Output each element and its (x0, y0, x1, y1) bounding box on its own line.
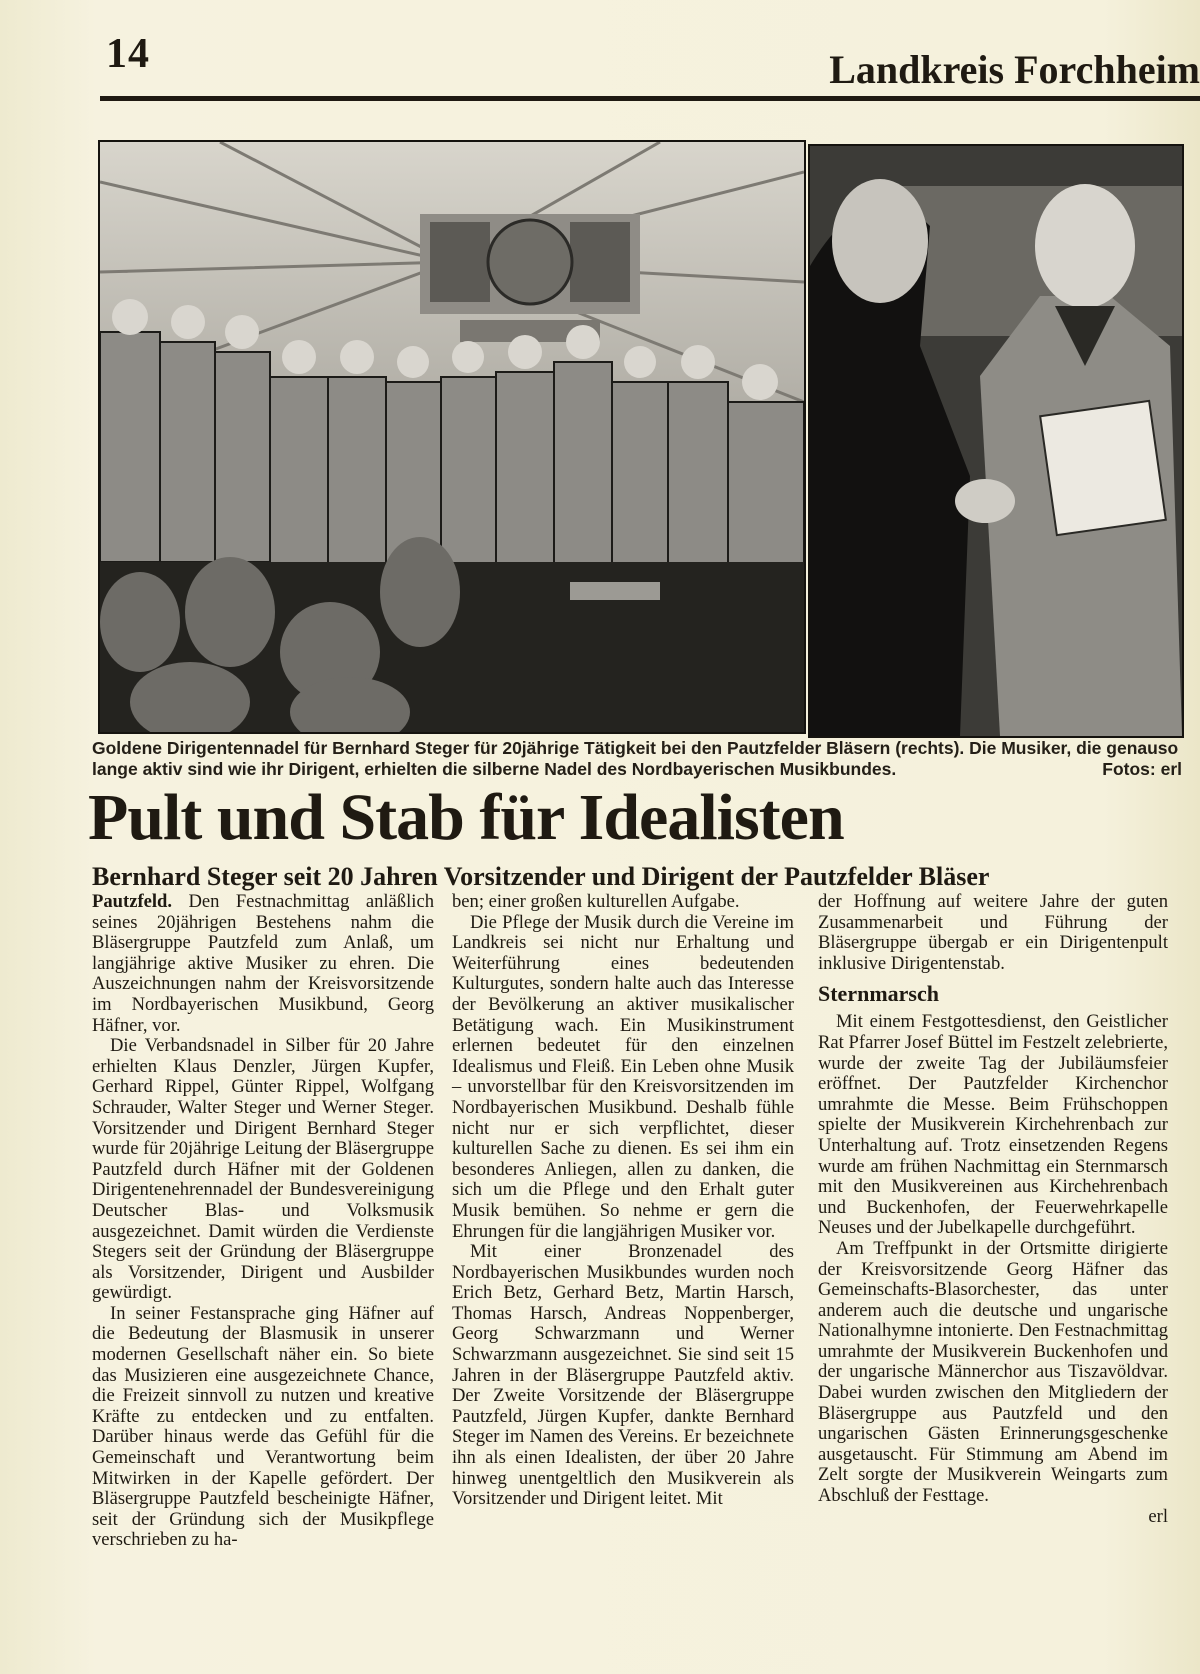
photo-handshake (808, 144, 1184, 738)
dateline: Pautzfeld. (92, 891, 173, 912)
author-initials: erl (1148, 1505, 1168, 1527)
photo-credit: Fotos: erl (1102, 759, 1182, 779)
paragraph: ben; einer großen kulturellen Aufgabe. (452, 891, 740, 912)
paragraph-text: Den Festnachmittag anläßlich seines 20jährigen Bestehens nahm die Bläsergruppe Pautzfeld zum Anlaß, um langjährige aktive Musiker zu ehren. Die Auszeichnungen nahm der Kreisvorsitzende im Nordbayerischen Musikbund, Georg Häfner, vor. (92, 891, 434, 1036)
section-subheading: Sternmarsch (818, 981, 939, 1007)
paragraph: Am Treffpunkt in der Ortsmitte dirigierte der Kreisvorsitzende Georg Häfner das Gemeinschafts-Blasorchester, das unter anderem auch die deutsche und ungarische Nationalhymne intonierte. Den Festnachmittag umrahmte der Musikverein Buckenhofen und der ungarische Männerchor aus Tiszavöldvar. Dabei wurden zwischen den Mitgliedern der Bläsergruppe aus Pautzfeld und den ungarischen Gästen Erinnerungsgeschenke ausgetauscht. Für Stimmung am Abend im Zelt sorgte der Musikverein Weingarts zum Abschluß der Festtage. (818, 1237, 1168, 1507)
page-number: 14 (106, 31, 150, 77)
paragraph: Die Pflege der Musik durch die Vereine im Landkreis sei nicht nur Erhaltung und Weiterführung eines bedeutenden Kulturgutes, sondern halte auch das Interesse der Bevölkerung an aktiver musikalischer Betätigung wach. Ein Musikinstrument erlernen bedeutet für den einzelnen Idealismus und Fleiß. Ein Leben ohne Musik – unvorstellbar für den Kreisvorsitzenden im Nordbayerischen Musikbund. Deshalb fühle nicht nur er sich verpflichtet, dieser kulturellen Sache zu dienen. Es sei ihm ein besonderes Anliegen, allen zu danken, die sich um die Pflege und den Erhalt guter Musik bemühen. So nehme er gern die Ehrungen für die langjährigen Musiker vor. (452, 911, 794, 1242)
subheadline: Bernhard Steger seit 20 Jahren Vorsitzender und Dirigent der Pautzfelder Bläser (92, 862, 990, 891)
section-title: Landkreis Forchheim (829, 47, 1200, 92)
paragraph (92, 892, 434, 1036)
photo-caption (92, 738, 1182, 780)
article-column-2 (452, 892, 794, 1510)
paragraph: Die Verbandsnadel in Silber für 20 Jahre erhielten Klaus Denzler, Jürgen Kupfer, Gerhard Rippel, Günter Rippel, Wolfgang Schrauder, Walter Steger und Werner Steger. Vorsitzender und Dirigent Bernhard Steger wurde für 20jährige Leitung der Bläsergruppe Pautzfeld durch Häfner mit der Goldenen Dirigentenehrennadel der Bundesvereinigung Deutscher Blas- und Volksmusik ausgezeichnet. Damit würden die Verdienste Stegers seit der Gründung der Bläsergruppe als Vorsitzender, Dirigent und Ausbilder gewürdigt. (92, 1035, 434, 1304)
paragraph: In seiner Festansprache ging Häfner auf die Bedeutung der Blasmusik in unserer modernen Gesellschaft näher ein. So biete das Musizieren eine ausgezeichnete Chance, die Freizeit sinnvoll zu nutzen und kreative Kräfte zu entdecken und zu entfalten. Darüber hinaus werde das Gefühl für die Gemeinschaft und Verantwortung beim Mitwirken in der Kapelle gefördert. Der Bläsergruppe Pautzfeld bescheinigte Häfner, seit der Gründung sich der Musikpflege verschrieben zu ha- (92, 1302, 434, 1551)
caption-text: Goldene Dirigentennadel für Bernhard Steger für 20jährige Tätigkeit bei den Pautzfelder Bläsern (rechts). Die Musiker, die genauso lange aktiv sind wie ihr Dirigent, erhielten die silberne Nadel des Nordbayerischen Musikbundes. (92, 738, 1179, 779)
paragraph: Mit einer Bronzenadel des Nordbayerischen Musikbundes wurden noch Erich Betz, Gerhard Betz, Martin Harsch, Thomas Harsch, Andreas Noppenberger, Georg Schwarzmann und Werner Schwarzmann ausgezeichnet. Sie sind seit 15 Jahren in der Bläsergruppe Pautzfeld aktiv. Der Zweite Vorsitzende der Bläsergruppe Pautzfeld, Jürgen Kupfer, dankte Bernhard Steger im Namen des Vereins. Er bezeichnete ihn als einen Idealisten, der über 20 Jahre hinweg unentgeltlich den Musikverein als Vorsitzender und Dirigent leitet. Mit (452, 1241, 794, 1510)
article-column-3 (818, 892, 1168, 1527)
photo-band-on-stage (98, 140, 806, 734)
paragraph: der Hoffnung auf weitere Jahre der guten Zusammenarbeit und Führung der Bläsergruppe übergab er ein Dirigentenpult inklusive Dirigentenstab. (818, 891, 1168, 974)
headline: Pult und Stab für Idealisten (88, 781, 844, 854)
paragraph: Mit einem Festgottesdienst, den Geistlicher Rat Pfarrer Josef Büttel im Festzelt zelebrierte, wurde der zweite Tag der Jubiläumsfeier eröffnet. Der Pautzfelder Kirchenchor umrahmte die Messe. Beim Frühschoppen spielte der Musikverein Kirchehrenbach zur Unterhaltung auf. Trotz einsetzenden Regens wurde am frühen Nachmittag ein Sternmarsch mit den Musikvereinen aus Kirchehrenbach und Buckenhofen, der Feuerwehrkapelle Neuses und der Jubelkapelle durchgeführt. (818, 1011, 1168, 1239)
header-rule (100, 96, 1200, 101)
article-column-1 (92, 892, 434, 1551)
